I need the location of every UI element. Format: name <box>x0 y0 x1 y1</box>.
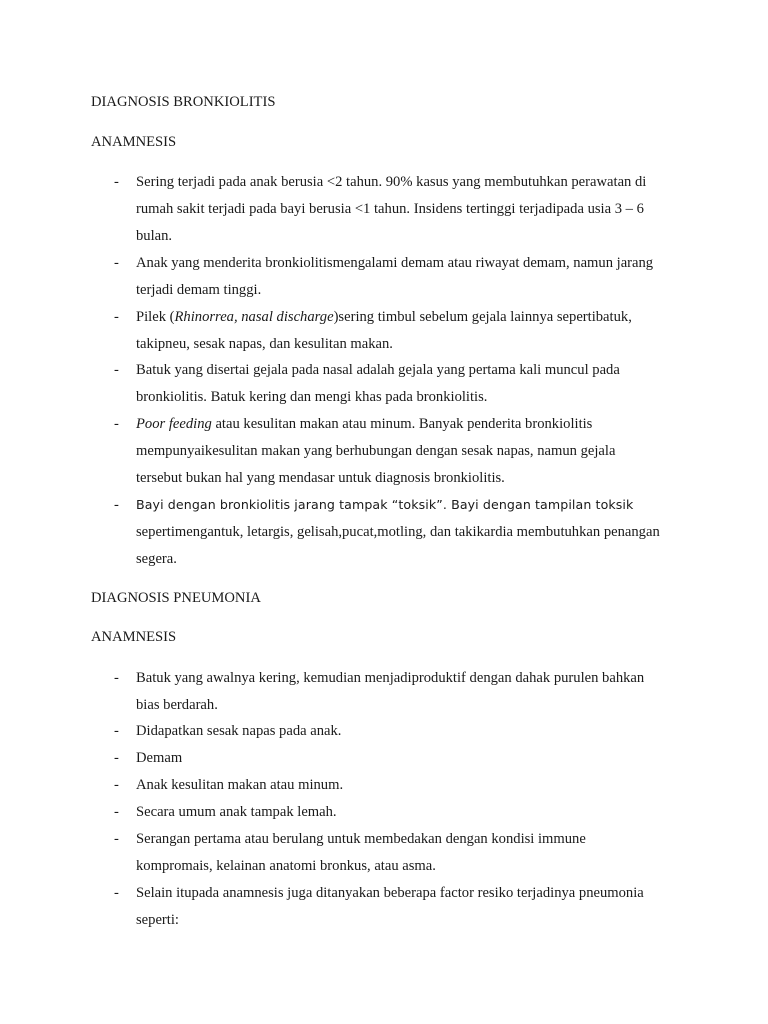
bullet-dash: - <box>114 497 119 513</box>
bullet-dash: - <box>114 723 119 739</box>
italic-term: Poor feeding <box>136 416 212 432</box>
list-item-line: bulan. <box>136 228 173 244</box>
section-title: DIAGNOSIS BRONKIOLITIS <box>91 94 276 110</box>
bullet-dash: - <box>114 255 119 271</box>
list-item-line: Batuk yang awalnya kering, kemudian menjadiproduktif dengan dahak purulen bahkan <box>136 670 645 686</box>
bullet-dash: - <box>114 750 119 766</box>
list-item-line: Secara umum anak tampak lemah. <box>136 804 337 820</box>
list-item-line: Bayi dengan bronkiolitis jarang tampak “toksik”. Bayi dengan tampilan toksik <box>136 497 634 512</box>
bullet-dash: - <box>114 885 119 901</box>
list-item-line: bias berdarah. <box>136 697 218 713</box>
list-item-line: Didapatkan sesak napas pada anak. <box>136 723 342 739</box>
list-item-line: kompromais, kelainan anatomi bronkus, atau asma. <box>136 858 436 874</box>
list-item-line: bronkiolitis. Batuk kering dan mengi khas pada bronkiolitis. <box>136 389 488 405</box>
list-item-line: Anak yang menderita bronkiolitismengalami demam atau riwayat demam, namun jarang <box>136 255 654 271</box>
text-run: atau kesulitan makan atau minum. Banyak penderita bronkiolitis <box>211 416 593 432</box>
list-item-line: segera. <box>136 551 177 567</box>
list-item-line: rumah sakit terjadi pada bayi berusia <1 tahun. Insidens tertinggi terjadipada usia 3 – 6 <box>136 201 644 217</box>
text-run: Pilek ( <box>136 309 175 325</box>
list-item-line: terjadi demam tinggi. <box>136 282 262 298</box>
bullet-dash: - <box>114 804 119 820</box>
list-item-line: Sering terjadi pada anak berusia <2 tahun. 90% kasus yang membutuhkan perawatan di <box>136 174 647 190</box>
list-item-line: Anak kesulitan makan atau minum. <box>136 777 344 793</box>
list-item-line <box>136 415 592 433</box>
list-item-line: Batuk yang disertai gejala pada nasal adalah gejala yang pertama kali muncul pada <box>136 362 620 378</box>
list-item-line <box>136 308 632 326</box>
bullet-dash: - <box>114 670 119 686</box>
list-item-line: Demam <box>136 750 183 766</box>
bullet-dash: - <box>114 174 119 190</box>
bullet-dash: - <box>114 777 119 793</box>
italic-term: Rhinorrea, nasal discharge <box>174 309 334 325</box>
text-run: )sering timbul sebelum gejala lainnya sepertibatuk, <box>333 309 632 325</box>
list-item-line: takipneu, sesak napas, dan kesulitan makan. <box>136 336 393 352</box>
list-item-line: sepertimengantuk, letargis, gelisah,pucat,motling, dan takikardia membutuhkan penangan <box>136 524 660 540</box>
list-item-line: tersebut bukan hal yang mendasar untuk diagnosis bronkiolitis. <box>136 470 505 486</box>
list-item-line: Selain itupada anamnesis juga ditanyakan beberapa factor resiko terjadinya pneumonia <box>136 885 644 901</box>
list-item-line: mempunyaikesulitan makan yang berhubungan dengan sesak napas, namun gejala <box>136 443 616 459</box>
list-item-line: seperti: <box>136 912 179 928</box>
section-subtitle: ANAMNESIS <box>91 629 177 645</box>
bullet-dash: - <box>114 309 119 325</box>
bullet-dash: - <box>114 362 119 378</box>
section-subtitle: ANAMNESIS <box>91 134 177 150</box>
bullet-dash: - <box>114 416 119 432</box>
bullet-dash: - <box>114 831 119 847</box>
section-title: DIAGNOSIS PNEUMONIA <box>91 590 261 606</box>
list-item-line: Serangan pertama atau berulang untuk membedakan dengan kondisi immune <box>136 831 586 847</box>
